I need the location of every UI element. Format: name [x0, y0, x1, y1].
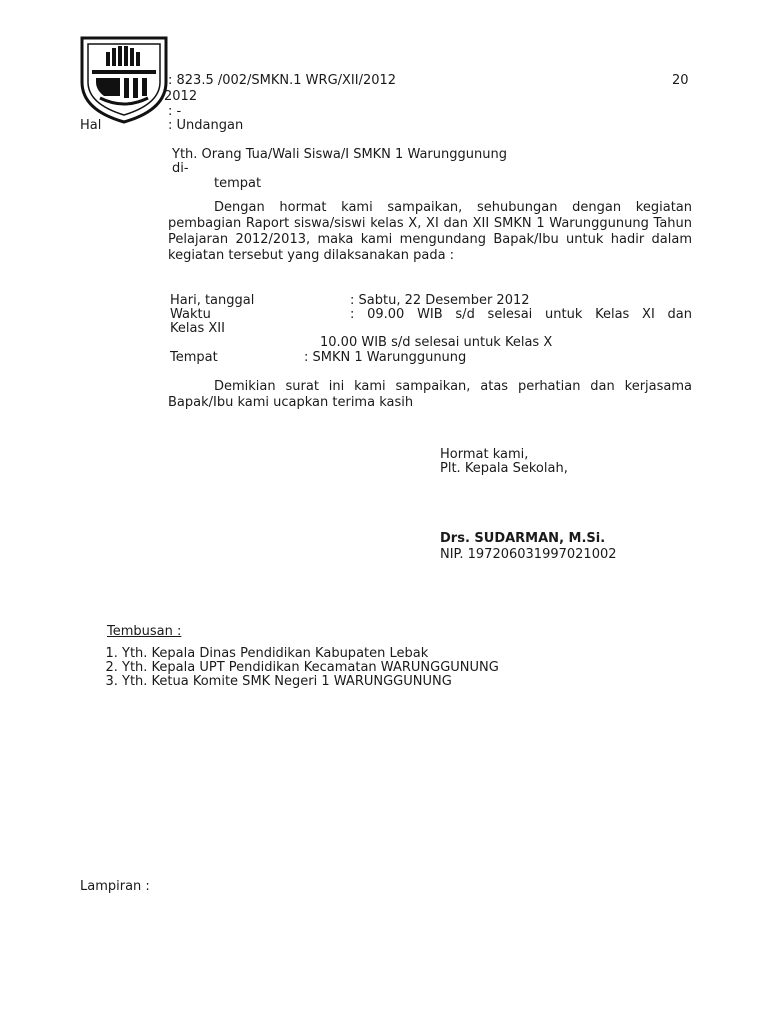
tempat-label: Tempat: [170, 350, 218, 365]
waktu-value-2: 10.00 WIB s/d selesai untuk Kelas X: [320, 335, 553, 350]
letter-date: 20: [672, 73, 689, 88]
closing: Hormat kami,: [440, 447, 529, 462]
letter-date-year: 2012: [164, 89, 198, 104]
body-paragraph-1: Dengan hormat kami sampaikan, sehubungan dengan kegiatan pembagian Raport siswa/siswi kelas X, XI dan XII SMKN 1 Warunggunung Tahun Pelajaran 2012/2013, maka kami mengundang Bapak/Ibu untuk hadir dalam kegiatan tersebut yang dilaksanakan pada :: [168, 200, 692, 263]
recipient: Yth. Orang Tua/Wali Siswa/I SMKN 1 Warunggunung: [172, 147, 507, 162]
waktu-label: Waktu: [170, 307, 211, 322]
lampiran-value: : -: [168, 104, 182, 119]
signer-nip: NIP. 197206031997021002: [440, 547, 617, 562]
tembusan-title: Tembusan :: [107, 624, 182, 639]
hari-value: : Sabtu, 22 Desember 2012: [350, 293, 530, 308]
body-paragraph-2: Demikian surat ini kami sampaikan, atas perhatian dan kerjasama Bapak/Ibu kami ucapkan terima kasih: [168, 379, 692, 410]
nomor-value: : 823.5 /002/SMKN.1 WRG/XII/2012: [168, 73, 397, 88]
tempat-value: : SMKN 1 Warunggunung: [304, 350, 467, 365]
recipient-place: tempat: [214, 176, 262, 191]
list-item: 3. Yth. Ketua Komite SMK Negeri 1 WARUNGGUNUNG: [122, 675, 499, 689]
waktu-value: : 09.00 WIB s/d selesai untuk Kelas XI dan: [350, 307, 692, 322]
list-item: 1. Yth. Kepala Dinas Pendidikan Kabupaten Lebak: [122, 647, 499, 661]
hal-value: : Undangan: [168, 118, 244, 133]
waktu-continued: Kelas XII: [170, 321, 225, 336]
recipient-di: di-: [172, 161, 189, 176]
signer-name: Drs. SUDARMAN, M.Si.: [440, 531, 606, 546]
lampiran-footer: Lampiran :: [80, 879, 150, 894]
school-logo: [78, 32, 170, 124]
hari-label: Hari, tanggal: [170, 293, 255, 308]
list-item: 2. Yth. Kepala UPT Pendidikan Kecamatan WARUNGGUNUNG: [122, 661, 499, 675]
tembusan-list: [82, 647, 499, 689]
signer-position: Plt. Kepala Sekolah,: [440, 461, 568, 476]
hal-label: Hal: [80, 118, 102, 133]
